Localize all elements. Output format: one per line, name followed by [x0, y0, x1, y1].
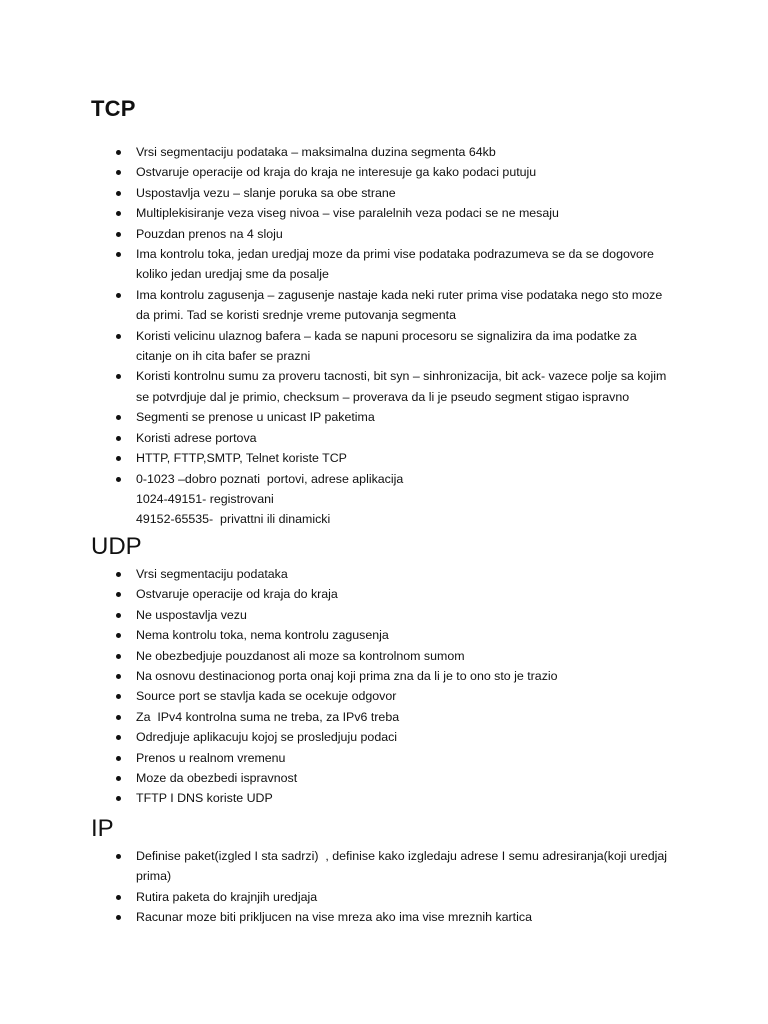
list-item-text: Prenos u realnom vremenu: [136, 750, 286, 765]
list-item-text: Ima kontrolu zagusenja – zagusenje nastaje kada neki ruter prima vise podataka nego sto moze: [136, 287, 663, 302]
list-item-text: Ne obezbedjuje pouzdanost ali moze sa kontrolnom sumom: [136, 648, 465, 663]
list-item-text: Koristi velicinu ulaznog bafera – kada se napuni procesoru se signalizira da ima podatke za: [136, 328, 637, 343]
bullet-icon: [116, 150, 121, 155]
list-item: [116, 584, 696, 604]
bullet-icon: [116, 776, 121, 781]
list-item-text: Odredjuje aplikacuju kojoj se prosledjuju podaci: [136, 730, 398, 745]
list-item: [116, 224, 696, 244]
bullet-icon: [116, 211, 121, 216]
bullet-icon: [116, 170, 121, 175]
heading-ip: IP: [91, 815, 114, 842]
list-item-text: Source port se stavlja kada se ocekuje odgovor: [136, 689, 397, 704]
list-item-text: prima): [136, 869, 172, 884]
list-item: [116, 646, 696, 666]
list-item-text: Ostvaruje operacije od kraja do kraja ne interesuje ga kako podaci putuju: [136, 165, 537, 180]
list-item: [116, 686, 696, 706]
list-item: [116, 428, 696, 448]
list-item-text: Rutira paketa do krajnjih uredjaja: [136, 889, 318, 904]
list-item-text: Vrsi segmentaciju podataka – maksimalna duzina segmenta 64kb: [136, 145, 496, 159]
heading-tcp: TCP: [91, 96, 136, 121]
bullet-icon: [116, 613, 121, 618]
list-item-text: Racunar moze biti prikljucen na vise mreza ako ima vise mreznih kartica: [136, 910, 532, 925]
list-item: [116, 887, 696, 907]
bullet-icon: [116, 477, 121, 482]
bullet-icon: [116, 854, 121, 859]
heading-udp: UDP: [91, 533, 142, 560]
list-item: [116, 625, 696, 645]
bullet-icon: [116, 633, 121, 638]
list-item: [116, 203, 696, 223]
list-item: [116, 788, 696, 808]
list-item-text: Na osnovu destinacionog porta onaj koji prima zna da li je to ono sto je trazio: [136, 669, 558, 684]
list-item: [116, 846, 696, 887]
bullet-icon: [116, 674, 121, 679]
list-item: [116, 142, 696, 162]
bullet-icon: [116, 735, 121, 740]
list-item-text: citanje on ih cita bafer se prazni: [136, 349, 311, 364]
list-item: [116, 907, 696, 927]
list-item: [116, 469, 696, 530]
list-item: [116, 244, 696, 285]
bullet-icon: [116, 334, 121, 339]
bullet-icon: [116, 374, 121, 379]
bullet-icon: [116, 293, 121, 298]
bullet-icon: [116, 715, 121, 720]
list-item: [116, 727, 696, 747]
list-item-text: Ostvaruje operacije od kraja do kraja: [136, 587, 338, 602]
list-item-text: da primi. Tad se koristi srednje vreme putovanja segmenta: [136, 308, 457, 323]
list-item: [116, 448, 696, 468]
list-item: [116, 183, 696, 203]
list-item-text: Koristi kontrolnu sumu za proveru tacnosti, bit syn – sinhronizacija, bit ack- vazece polje sa kojim: [136, 369, 667, 384]
list-item: [116, 666, 696, 686]
bullet-icon: [116, 252, 121, 257]
list-item-text: Pouzdan prenos na 4 sloju: [136, 226, 283, 241]
bullet-icon: [116, 456, 121, 461]
bullet-icon: [116, 191, 121, 196]
list-item-text: koliko jedan uredjaj sme da posalje: [136, 267, 329, 282]
bullet-icon: [116, 415, 121, 420]
list-item-text: Nema kontrolu toka, nema kontrolu zagusenja: [136, 628, 389, 643]
bullet-icon: [116, 232, 121, 237]
list-item: [116, 162, 696, 182]
list-item-text: Koristi adrese portova: [136, 430, 257, 445]
list-item: [116, 366, 696, 407]
bullet-icon: [116, 592, 121, 597]
bullet-icon: [116, 895, 121, 900]
bullet-icon: [116, 756, 121, 761]
list-item-text: Za IPv4 kontrolna suma ne treba, za IPv6 treba: [136, 709, 400, 724]
list-item: [116, 707, 696, 727]
list-item: [116, 768, 696, 788]
list-item: [116, 407, 696, 427]
list-item-text: Ima kontrolu toka, jedan uredjaj moze da primi vise podataka podrazumeva se da se dogovore: [136, 247, 654, 262]
list-item-text: 0-1023 –dobro poznati portovi, adrese aplikacija: [136, 471, 404, 486]
udp-bullet-list: [116, 564, 696, 809]
list-item-text: Definise paket(izgled I sta sadrzi) , definise kako izgledaju adrese I semu adresiranja(koji uredjaj: [136, 849, 667, 863]
list-item-text: Multiplekisiranje veza viseg nivoa – vise paralelnih veza podaci se ne mesaju: [136, 206, 559, 221]
bullet-icon: [116, 436, 121, 441]
list-item-text: Ne uspostavlja vezu: [136, 607, 247, 622]
list-item-text: 1024-49151- registrovani: [136, 491, 274, 506]
list-item-text: Moze da obezbedi ispravnost: [136, 771, 298, 786]
list-item: [116, 564, 696, 584]
list-item-text: 49152-65535- privattni ili dinamicki: [136, 512, 331, 527]
list-item-text: se potvrdjuje dal je primio, checksum – proverava da li je pseudo segment stigao ispravno: [136, 389, 630, 404]
list-item: [116, 285, 696, 326]
list-item-text: Vrsi segmentaciju podataka: [136, 567, 288, 581]
bullet-icon: [116, 796, 121, 801]
list-item-text: HTTP, FTTP,SMTP, Telnet koriste TCP: [136, 451, 347, 466]
list-item-text: Segmenti se prenose u unicast IP paketima: [136, 410, 375, 425]
bullet-icon: [116, 915, 121, 920]
bullet-icon: [116, 572, 121, 577]
ip-bullet-list: [116, 846, 696, 928]
list-item: [116, 748, 696, 768]
list-item: [116, 605, 696, 625]
bullet-icon: [116, 694, 121, 699]
tcp-bullet-list: [116, 142, 696, 530]
list-item-text: Uspostavlja vezu – slanje poruka sa obe strane: [136, 185, 396, 200]
list-item-text: TFTP I DNS koriste UDP: [136, 791, 273, 806]
bullet-icon: [116, 654, 121, 659]
list-item: [116, 326, 696, 367]
